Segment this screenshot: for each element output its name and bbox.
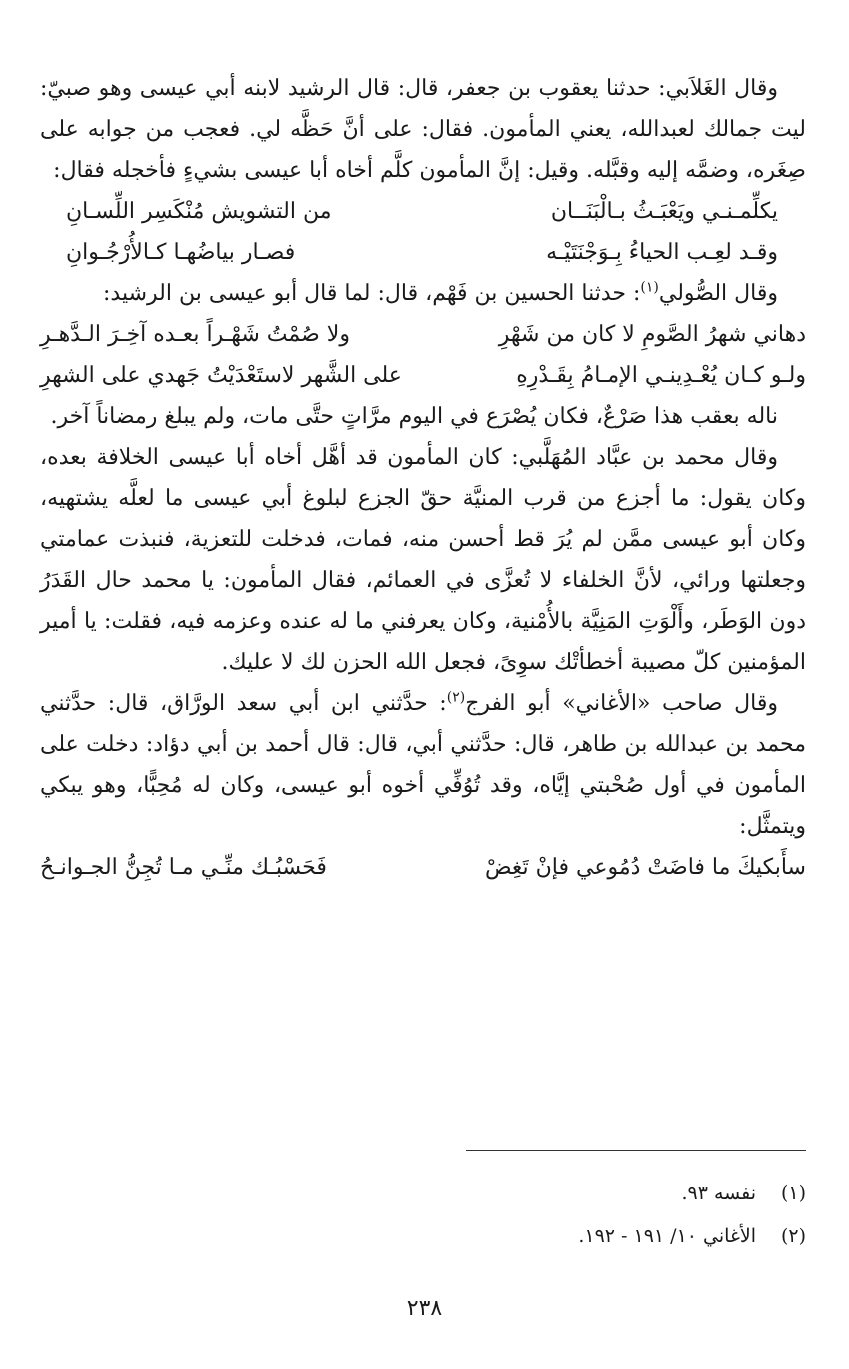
verse-5-first-hemistich: سأَبكيكَ ما فاضَتْ دُمُوعي فإنْ تَغِضْ [484, 855, 806, 880]
footnote-separator [466, 1150, 806, 1151]
verse-line-5 [40, 847, 806, 888]
paragraph-1: وقال الغَلاَبي: حدثنا يعقوب بن جعفر، قال: قال الرشيد لابنه أبي عيسى وهو صبيّ: ليت جمالك لعبدالله، يعني المأمون. فقال: على أنَّ حَظَّه لي. فعجب من جوابه على صِغَره، وضمَّه إليه وقبَّله. وقيل: إنَّ المأمون كلَّم أخاه أبا عيسى بشيءٍ فأخجله فقال: [40, 76, 806, 183]
paragraph-4: وقال محمد بن عبَّاد المُهَلَّبي: كان المأمون قد أهَّل أخاه أبا عيسى الخلافة بعده، وكان يقول: ما أجزع من قرب المنيَّة حقّ الجزع لبلوغ أبي عيسى ما لعلَّه يشتهيه، وكان أبو عيسى ممَّن لم يُرَ قط أحسن منه، فمات، فدخلت للتعزية، فنبذت عمامتي وجعلتها ورائي، لأنَّ الخلفاء لا تُعزَّى في العمائم، فقال المأمون: يا محمد حال القَدَرُ دون الوَطَر، وأَلْوَتِ المَنِيَّة بالأُمْنية، وكان يعرفني ما له عنده وعزمه فيه، فقلت: يا أمير المؤمنين كلّ مصيبة أخطأتْك سوِىً، فجعل الله الحزن لك لا عليك. [40, 445, 806, 675]
verse-1-second-hemistich: من التشويش مُنْكَسِر اللِّسـانِ [66, 199, 332, 224]
verse-line-3 [40, 314, 806, 355]
verse-line-1 [40, 191, 806, 232]
verse-4-second-hemistich: على الشَّهر لاستَعْدَيْتُ جَهدي على الشهرِ [40, 363, 402, 388]
verse-2-first-hemistich: وقـد لعِـب الحياءُ بِـوَجْنَتَيْـه [546, 240, 778, 265]
verse-1-first-hemistich: يكلِّمـنـي ويَعْبَـثُ بـالْبَنَــان [550, 199, 778, 224]
paragraph-2 [40, 273, 806, 314]
page-body [40, 68, 806, 888]
footnote-2-text: الأغاني ١٠/ ١٩١ - ١٩٢. [578, 1225, 756, 1247]
verse-3-first-hemistich: دهاني شهرُ الصَّومِ لا كان من شَهْرِ [498, 322, 806, 347]
paragraph-2-start: وقال الصُّولي [658, 281, 778, 306]
verse-4-first-hemistich: ولـو كـان يُعْـدِينـي الإمـامُ بِقَـدْرِهِ [516, 363, 806, 388]
verse-line-2 [40, 232, 806, 273]
footnote-1-text: نفسه ٩٣. [681, 1182, 756, 1204]
verse-2-second-hemistich: فصـار بياضُهـا كـالأُرْجُـوانِ [66, 240, 296, 265]
footnote-1-number: (١) [780, 1182, 806, 1204]
paragraph-5 [40, 683, 806, 847]
paragraph-3: ناله بعقب هذا صَرْعٌ، فكان يُصْرَع في اليوم مرَّاتٍ حتَّى مات، ولم يبلغ رمضاناً آخر. [50, 404, 778, 429]
footnote-1 [40, 1172, 806, 1215]
paragraph-5-rest: : حدَّثني ابن أبي سعد الورَّاق، قال: حدَّثني محمد بن عبدالله بن طاهر، قال: حدَّثني أبي، قال: قال أحمد بن أبي دؤاد: دخلت على المأمون في أول صُحْبتي إيَّاه، وقد تُوُفِّي أخوه أبو عيسى، وكان له مُحِبًّا، وهو يبكي ويتمثَّل: [40, 691, 806, 839]
paragraph-5-start: وقال صاحب «الأغاني» أبو الفرج [465, 691, 778, 716]
page-number: ٢٣٨ [406, 1296, 443, 1321]
verse-3-second-hemistich: ولا صُمْتُ شَهْـراً بعـده آخِـرَ الـدَّهـرِ [40, 322, 350, 347]
paragraph-2-rest: : حدثنا الحسين بن فَهْم، قال: لما قال أبو عيسى بن الرشيد: [103, 281, 641, 306]
footnote-2 [40, 1215, 806, 1258]
footnote-2-number: (٢) [780, 1225, 806, 1247]
footnotes [40, 1172, 806, 1258]
verse-5-second-hemistich: فَحَسْبُـك منِّـي مـا تُجِنُّ الجـوانـحُ [40, 855, 327, 880]
verse-line-4 [40, 355, 806, 396]
footnote-ref-2[interactable]: (٢) [446, 689, 466, 706]
footnote-ref-1[interactable]: (١) [640, 279, 659, 296]
